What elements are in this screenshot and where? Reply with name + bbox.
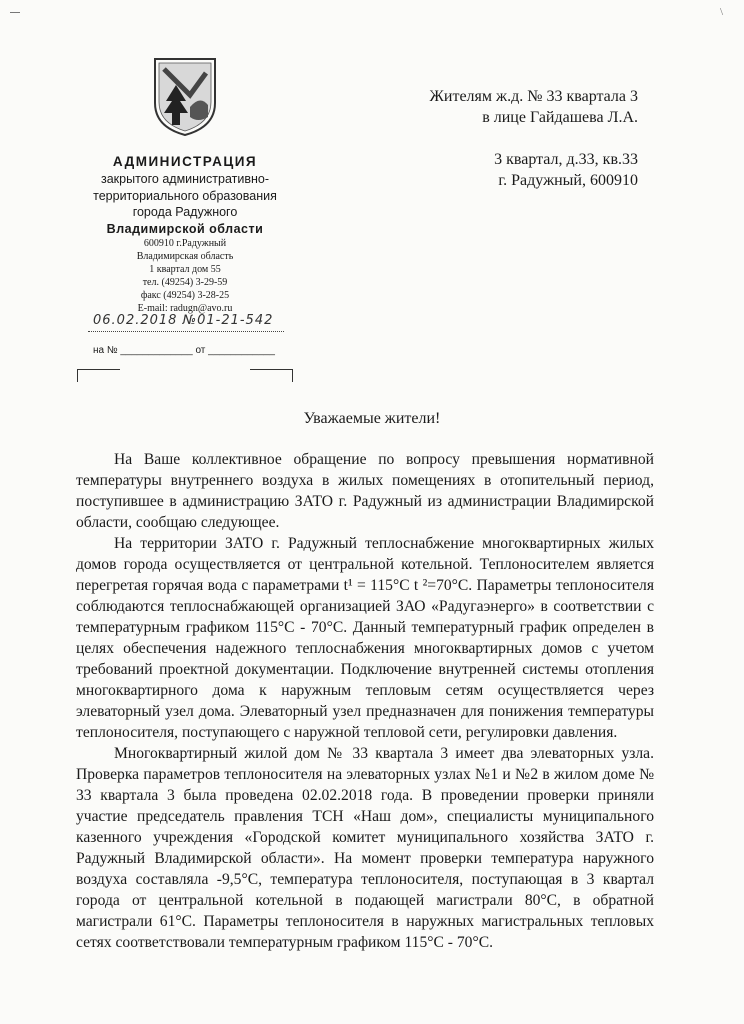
org-region: Владимирской области bbox=[106, 221, 264, 236]
recipient-line: 3 квартал, д.33, кв.33 bbox=[494, 151, 638, 168]
body-paragraph: На территории ЗАТО г. Радужный теплоснабжение многоквартирных жилых домов города осуществляется от центральной котельной. Теплоносителем является перегретая горячая вода с параметрами t¹ = 115°С t ²=70°С. Параметры теплоносителя соблюдаются теплоснабжающей организацией ЗАО «Радугаэнерго» в соответствии с температурным графиком 115°С - 70°С. Данный температурный график определен в целях обеспечения надежного теплоснабжения многоквартирных домов с учетом требований проектной документации. Подключение внутренней системы отопления многоквартирного дома к наружным тепловым сетям осуществляется через элеваторный узел дома. Элеваторный узел предназначен для понижения температуры теплоносителя, поступающего с наружной тепловой сети, регулировки давления. bbox=[76, 535, 654, 741]
email-line: E-mail: radugn@avo.ru bbox=[137, 303, 233, 314]
org-line: закрытого административно- bbox=[100, 172, 269, 186]
recipient-line: Жителям ж.д. № 33 квартала 3 bbox=[429, 88, 638, 105]
coat-of-arms-icon bbox=[150, 55, 220, 137]
handwritten-underline bbox=[88, 331, 284, 332]
body-paragraph: На Ваше коллективное обращение по вопросу превышения нормативной температуры внутреннего воздуха в жилых помещениях в отопительный период, поступившее в администрацию ЗАТО г. Радужный из администрации Владимирской области, сообщаю следующее. bbox=[76, 451, 654, 531]
body-paragraph: Многоквартирный жилой дом № 33 квартала 3 имеет два элеваторных узла. Проверка параметров теплоносителя на элеваторных узлах №1 и №2 в жилом доме № 33 квартала 3 была проведена 02.02.2018 года. В проведении проверки приняли участие председатель правления ТСН «Наш дом», специалисты муниципального казенного учреждения «Городской комитет муниципального хозяйства ЗАТО г. Радужный Владимирской области». На момент проверки температура наружного воздуха составляла -9,5°С, температура теплоносителя, поступающая в 3 квартал города от центральной котельной в подающей магистрали 80°С, в обратной магистрали 61°С. Параметры теплоносителя в наружных магистральных тепловых сетях соответствовали температурным графиком 115°С - 70°С. bbox=[76, 745, 654, 951]
address-bracket-left bbox=[77, 369, 120, 382]
address-line: факс (49254) 3-28-25 bbox=[140, 290, 230, 301]
salutation: Уважаемые жители! bbox=[303, 410, 441, 427]
corner-dash bbox=[10, 12, 20, 13]
org-title: АДМИНИСТРАЦИЯ bbox=[112, 154, 258, 169]
org-line: территориального образования bbox=[93, 188, 277, 203]
recipient-block bbox=[390, 86, 638, 191]
reference-line: на № _____________ от ____________ bbox=[93, 345, 275, 356]
recipient-line: в лице Гайдашева Л.А. bbox=[482, 109, 638, 126]
recipient-line: г. Радужный, 600910 bbox=[498, 172, 638, 189]
address-line: тел. (49254) 3-29-59 bbox=[142, 277, 228, 288]
sender-block bbox=[40, 153, 330, 315]
recipient-spacer bbox=[390, 128, 638, 149]
org-line: города Радужного bbox=[132, 205, 238, 219]
address-line: 600910 г.Радужный bbox=[143, 238, 227, 249]
address-line: 1 квартал дом 55 bbox=[149, 264, 221, 275]
corner-mark: \ bbox=[720, 6, 724, 18]
address-bracket-right bbox=[250, 369, 293, 382]
handwritten-outgoing-number: 06.02.2018 №01-21-542 bbox=[93, 313, 274, 328]
letter-body bbox=[76, 449, 654, 953]
address-line: Владимирская область bbox=[136, 251, 234, 262]
